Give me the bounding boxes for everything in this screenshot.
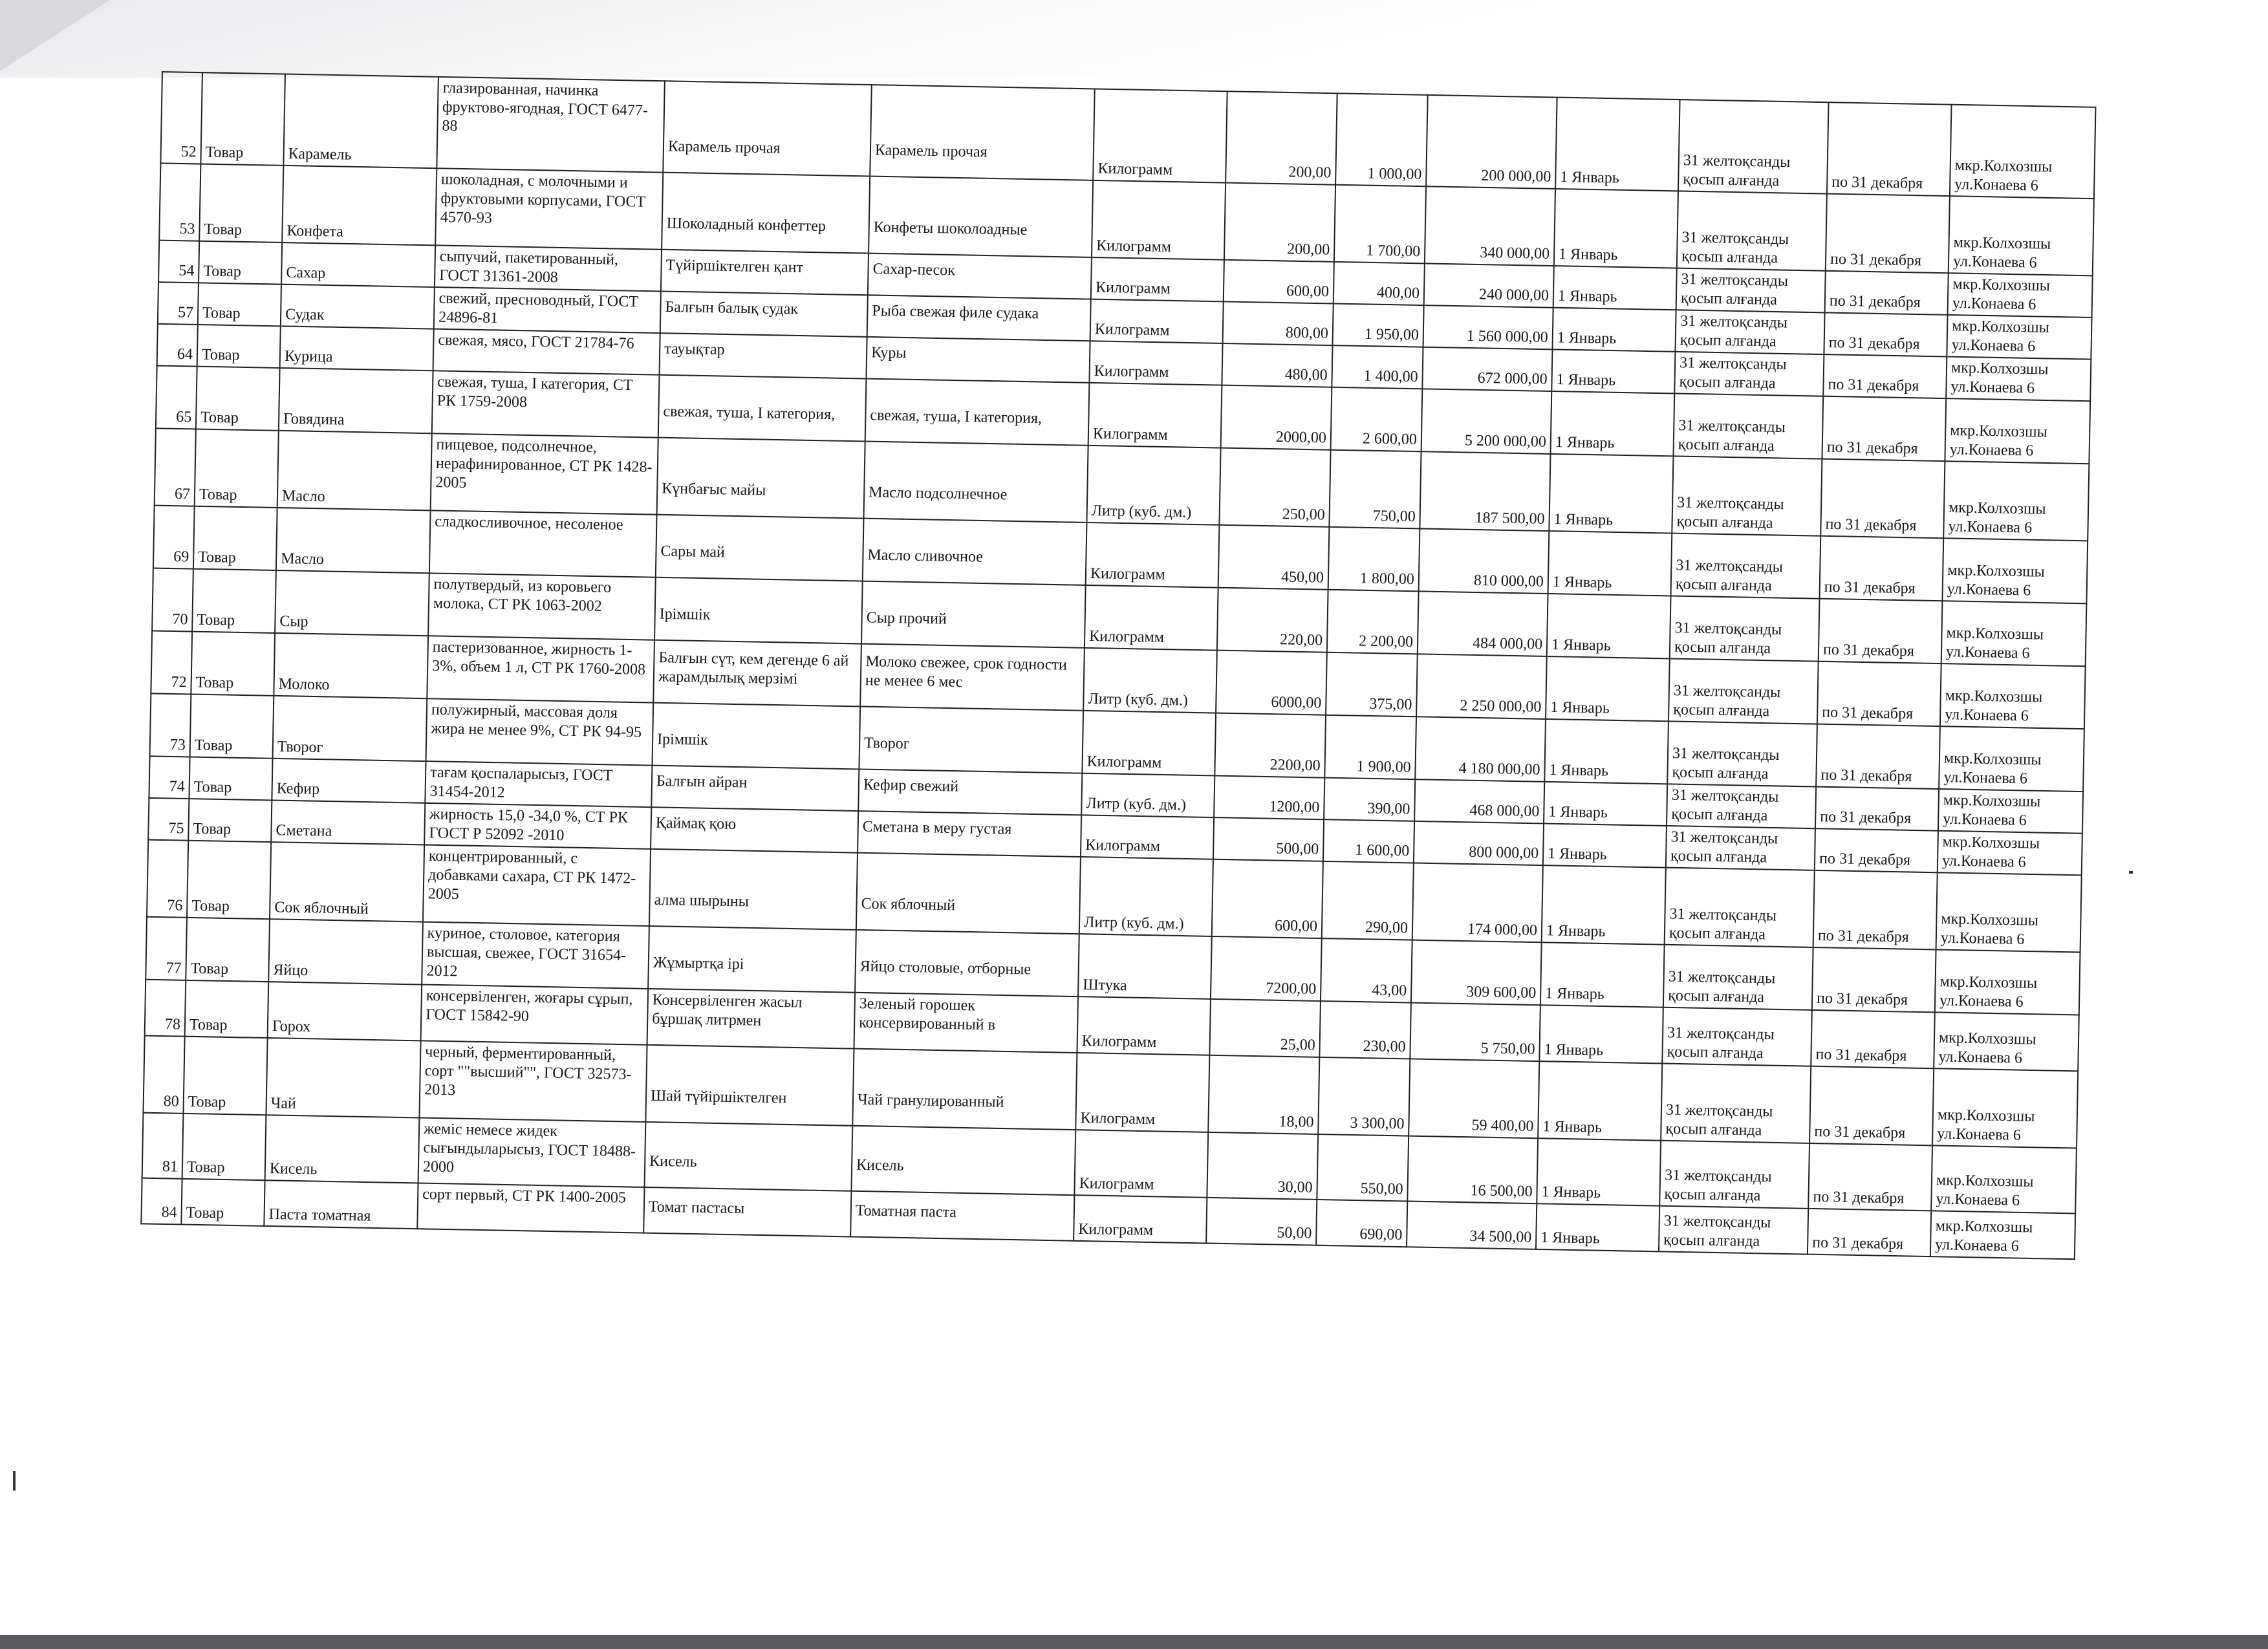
- cell-name: Сметана: [271, 800, 425, 845]
- cell-spec: жирность 15,0 -34,0 %, СТ РК ГОСТ Р 52092 -2010: [424, 803, 651, 849]
- cell-address: мкр.Колхозшы ул.Конаева 6: [1940, 663, 2086, 729]
- cell-term-kz: 31 желтоқсанды қосып алғанда: [1665, 868, 1815, 947]
- cell-name: Чай: [266, 1038, 420, 1118]
- cell-month: 1 Январь: [1555, 98, 1680, 191]
- cell-name: Судак: [281, 285, 435, 329]
- cell-qty: 18,00: [1208, 1055, 1319, 1134]
- cell-type: Товар: [182, 1114, 266, 1180]
- cell-price: 2 200,00: [1327, 590, 1419, 654]
- cell-type: Товар: [190, 695, 274, 759]
- cell-type: Товар: [187, 841, 271, 920]
- cell-type: Товар: [188, 799, 272, 842]
- cell-term-ru: по 31 декабря: [1819, 536, 1943, 601]
- cell-name: Масло: [276, 508, 431, 573]
- cell-no: 75: [148, 798, 189, 841]
- cell-term-kz: 31 желтоқсанды қосып алғанда: [1669, 658, 1819, 724]
- cell-type: Товар: [193, 506, 277, 570]
- cell-address: мкр.Колхозшы ул.Конаева 6: [1946, 357, 2091, 402]
- cell-month: 1 Январь: [1536, 1203, 1659, 1251]
- cell-sum: 174 000,00: [1412, 863, 1543, 942]
- cell-no: 84: [141, 1178, 182, 1225]
- cell-name-ru: Сметана в меру густая: [858, 811, 1081, 857]
- cell-term-ru: по 31 декабря: [1815, 828, 1938, 872]
- cell-no: 69: [153, 506, 195, 569]
- cell-term-ru: по 31 декабря: [1824, 312, 1947, 356]
- scan-edge-mark: [13, 1471, 16, 1491]
- cell-unit: Штука: [1078, 934, 1212, 999]
- cell-qty: 6000,00: [1216, 651, 1327, 715]
- cell-unit: Литр (куб. дм.): [1083, 648, 1217, 713]
- cell-term-ru: по 31 декабря: [1820, 459, 1945, 539]
- cell-price: 1 400,00: [1332, 345, 1423, 389]
- cell-name-kz: Карамель прочая: [663, 81, 872, 176]
- cell-term-kz: 31 желтоқсанды қосып алғанда: [1667, 721, 1817, 786]
- cell-qty: 600,00: [1212, 859, 1323, 938]
- cell-unit: Килограмм: [1091, 257, 1224, 301]
- cell-name-ru: Кефир свежий: [858, 769, 1082, 815]
- cell-month: 1 Январь: [1538, 1061, 1662, 1141]
- scan-shadow: [0, 0, 2268, 78]
- cell-name: Сок яблочный: [270, 842, 424, 922]
- cell-spec: свежая, мясо, ГОСТ 21784-76: [433, 329, 660, 375]
- cell-name-ru: Сок яблочный: [856, 853, 1081, 934]
- cell-qty: 2200,00: [1215, 713, 1326, 778]
- cell-sum: 810 000,00: [1419, 528, 1550, 594]
- cell-type: Товар: [181, 1179, 265, 1226]
- cell-name-kz: Балғын сүт, кем дегенде 6 ай жарамдылық мерзімі: [653, 640, 861, 707]
- cell-term-ru: по 31 декабря: [1823, 354, 1947, 398]
- cell-spec: куриное, столовое, категория высшая, свежее, ГОСТ 31654-2012: [422, 922, 649, 989]
- cell-price: 390,00: [1324, 778, 1415, 821]
- procurement-table-sheet: [140, 71, 2095, 1260]
- cell-no: 74: [149, 756, 189, 799]
- cell-name: Конфета: [282, 166, 437, 246]
- cell-type: Товар: [183, 1037, 267, 1116]
- cell-no: 65: [156, 365, 197, 429]
- cell-term-kz: 31 желтоқсанды қосып алғанда: [1678, 100, 1829, 194]
- cell-price: 1 700,00: [1334, 185, 1426, 264]
- cell-qty: 25,00: [1209, 999, 1321, 1057]
- cell-spec: жеміс немесе жидек сығындыларысыз, ГОСТ 18488-2000: [418, 1118, 646, 1187]
- cell-name: Сыр: [275, 570, 429, 636]
- scan-speck: [2129, 871, 2133, 874]
- cell-term-ru: по 31 декабря: [1813, 870, 1938, 950]
- cell-address: мкр.Колхозшы ул.Конаева 6: [1941, 601, 2087, 666]
- cell-address: мкр.Колхозшы ул.Конаева 6: [1930, 1211, 2075, 1259]
- cell-name: Паста томатная: [264, 1180, 418, 1229]
- cell-spec: сорт первый, СТ РК 1400-2005: [417, 1183, 644, 1233]
- cell-sum: 2 250 000,00: [1416, 654, 1547, 719]
- cell-spec: пищевое, подсолнечное, нерафинированное, СТ РК 1428-2005: [431, 433, 658, 515]
- cell-term-ru: по 31 декабря: [1819, 599, 1943, 663]
- cell-spec: свежий, пресноводный, ГОСТ 24896-81: [434, 287, 661, 333]
- cell-name: Говядина: [279, 368, 433, 433]
- cell-price: 230,00: [1319, 1001, 1411, 1059]
- cell-type: Товар: [197, 325, 281, 368]
- cell-qty: 480,00: [1222, 343, 1332, 387]
- cell-price: 690,00: [1316, 1200, 1407, 1247]
- cell-month: 1 Январь: [1552, 308, 1676, 352]
- cell-term-ru: по 31 декабря: [1815, 787, 1939, 831]
- cell-type: Товар: [186, 918, 270, 982]
- cell-name-ru: Зеленый горошек консервированный в: [854, 993, 1078, 1053]
- cell-name-ru: Масло сливочное: [863, 519, 1087, 585]
- cell-term-kz: 31 желтоқсанды қосып алғанда: [1677, 191, 1827, 270]
- cell-sum: 340 000,00: [1425, 186, 1555, 266]
- cell-term-kz: 31 желтоқсанды қосып алғанда: [1672, 456, 1822, 535]
- cell-no: 67: [155, 428, 196, 506]
- cell-term-kz: 31 желтоқсанды қосып алғанда: [1674, 352, 1824, 396]
- cell-spec: концентрированный, с добавками сахара, СТ РК 1472-2005: [423, 845, 651, 926]
- cell-term-kz: 31 желтоқсанды қосып алғанда: [1671, 534, 1821, 599]
- cell-month: 1 Январь: [1544, 782, 1667, 826]
- cell-price: 750,00: [1329, 450, 1421, 529]
- cell-price: 375,00: [1326, 652, 1418, 717]
- cell-unit: Килограмм: [1085, 585, 1218, 651]
- cell-no: 80: [143, 1036, 184, 1114]
- cell-term-ru: по 31 декабря: [1817, 662, 1941, 726]
- cell-address: мкр.Колхозшы ул.Конаева 6: [1949, 196, 2094, 275]
- cell-name-kz: алма шырыны: [649, 849, 858, 930]
- cell-month: 1 Январь: [1547, 594, 1671, 658]
- cell-term-kz: 31 желтоқсанды қосып алғанда: [1661, 1064, 1811, 1143]
- cell-name-ru: Масло подсолнечное: [864, 441, 1088, 522]
- cell-unit: Килограмм: [1086, 523, 1220, 588]
- cell-no: 54: [158, 241, 199, 283]
- cell-spec: консервіленген, жоғары сұрып, ГОСТ 15842-90: [421, 985, 649, 1045]
- cell-address: мкр.Колхозшы ул.Конаева 6: [1943, 461, 2089, 541]
- cell-qty: 2000,00: [1221, 385, 1332, 450]
- cell-name-ru: Молоко свежее, срок годности не менее 6 мес: [860, 644, 1085, 711]
- cell-spec: черный, ферментированный, сорт ""высший"", ГОСТ 32573-2013: [419, 1040, 647, 1122]
- cell-term-kz: 31 желтоқсанды қосып алғанда: [1670, 596, 1820, 662]
- cell-unit: Килограмм: [1074, 1130, 1208, 1198]
- cell-name-ru: Конфеты шоколоадные: [869, 177, 1093, 257]
- cell-month: 1 Январь: [1543, 823, 1667, 867]
- cell-name-kz: тауықтар: [660, 333, 867, 378]
- cell-name-kz: Күнбағыс майы: [657, 438, 865, 519]
- cell-name-kz: Шоколадный конфеттер: [662, 173, 870, 253]
- cell-month: 1 Январь: [1554, 189, 1678, 268]
- cell-month: 1 Январь: [1542, 865, 1666, 945]
- cell-address: мкр.Колхозшы ул.Конаева 6: [1939, 726, 2084, 792]
- cell-price: 400,00: [1334, 262, 1425, 305]
- cell-unit: Литр (куб. дм.): [1086, 446, 1220, 525]
- cell-address: мкр.Колхозшы ул.Конаева 6: [1947, 315, 2091, 360]
- cell-qty: 200,00: [1226, 91, 1337, 184]
- cell-price: 2 600,00: [1331, 387, 1423, 452]
- cell-spec: сыпучий, пакетированный, ГОСТ 31361-2008: [435, 245, 662, 291]
- cell-price: 290,00: [1322, 861, 1414, 940]
- cell-term-kz: 31 желтоқсанды қосып алғанда: [1659, 1141, 1809, 1209]
- cell-month: 1 Январь: [1540, 942, 1665, 1007]
- cell-name: Карамель: [283, 74, 438, 169]
- cell-price: 1 600,00: [1323, 819, 1414, 863]
- cell-unit: Килограмм: [1081, 815, 1214, 859]
- cell-term-ru: по 31 декабря: [1808, 1209, 1931, 1256]
- cell-name-kz: Балғын балық судак: [660, 291, 868, 336]
- cell-unit: Килограмм: [1074, 1195, 1207, 1243]
- cell-unit: Литр (куб. дм.): [1079, 857, 1213, 936]
- cell-unit: Килограмм: [1090, 299, 1224, 343]
- cell-spec: полутвердый, из коровьего молока, СТ РК 1063-2002: [428, 573, 656, 640]
- cell-no: 53: [159, 163, 200, 241]
- cell-term-ru: по 31 декабря: [1812, 947, 1936, 1012]
- cell-type: Товар: [199, 164, 283, 243]
- cell-type: Товар: [191, 632, 275, 696]
- cell-term-kz: 31 желтоқсанды қосып алғанда: [1662, 1008, 1812, 1066]
- cell-price: 43,00: [1321, 938, 1412, 1003]
- cell-address: мкр.Колхозшы ул.Конаева 6: [1938, 789, 2083, 834]
- cell-sum: 34 500,00: [1407, 1202, 1537, 1249]
- cell-sum: 468 000,00: [1414, 779, 1544, 823]
- cell-address: мкр.Колхозшы ул.Конаева 6: [1942, 538, 2088, 603]
- cell-term-ru: по 31 декабря: [1826, 194, 1950, 274]
- cell-month: 1 Январь: [1553, 266, 1677, 310]
- cell-sum: 187 500,00: [1420, 451, 1550, 531]
- cell-name: Сахар: [281, 242, 435, 287]
- cell-spec: глазированная, начинка фруктово-ягодная, ГОСТ 6477-88: [437, 77, 665, 173]
- cell-name: Масло: [277, 431, 432, 511]
- cell-term-ru: по 31 декабря: [1808, 1143, 1932, 1211]
- cell-qty: 450,00: [1218, 525, 1330, 590]
- cell-spec: пастеризованное, жирность 1-3%, объем 1 л, СТ РК 1760-2008: [427, 636, 654, 702]
- cell-name-ru: Сыр прочий: [861, 581, 1086, 648]
- cell-price: 550,00: [1317, 1134, 1409, 1202]
- cell-no: 73: [150, 693, 191, 757]
- cell-term-kz: 31 желтоқсанды қосып алғанда: [1659, 1206, 1808, 1255]
- cell-no: 76: [147, 840, 188, 918]
- cell-term-kz: 31 желтоқсанды қосып алғанда: [1663, 945, 1813, 1010]
- cell-name-kz: Шай түйіршіктелген: [645, 1045, 854, 1126]
- cell-qty: 200,00: [1224, 183, 1335, 262]
- cell-unit: Килограмм: [1075, 1053, 1209, 1132]
- cell-name-kz: Ірімшік: [652, 703, 860, 770]
- cell-type: Товар: [195, 429, 279, 508]
- cell-no: 77: [146, 917, 187, 980]
- cell-term-ru: по 31 декабря: [1811, 1010, 1935, 1068]
- cell-price: 1 000,00: [1335, 93, 1428, 186]
- cell-unit: Килограмм: [1077, 997, 1211, 1055]
- cell-sum: 5 200 000,00: [1421, 389, 1552, 454]
- cell-address: мкр.Колхозшы ул.Конаева 6: [1950, 105, 2096, 199]
- cell-name: Кисель: [265, 1115, 420, 1183]
- cell-name-ru: Сахар-песок: [868, 253, 1092, 299]
- cell-name-ru: Куры: [866, 337, 1090, 383]
- cell-address: мкр.Колхозшы ул.Конаева 6: [1938, 831, 2082, 876]
- cell-name: Курица: [280, 326, 434, 371]
- cell-name-ru: Карамель прочая: [870, 85, 1095, 180]
- cell-unit: Килограмм: [1082, 711, 1216, 776]
- cell-price: 1 950,00: [1333, 303, 1424, 347]
- cell-type: Товар: [189, 757, 272, 800]
- cell-term-kz: 31 желтоқсанды қосып алғанда: [1667, 784, 1816, 828]
- cell-name-kz: Ірімшік: [654, 577, 863, 644]
- cell-no: 72: [151, 630, 192, 694]
- cell-name: Молоко: [274, 633, 428, 698]
- cell-type: Товар: [185, 980, 269, 1038]
- cell-address: мкр.Колхозшы ул.Конаева 6: [1948, 273, 2093, 318]
- cell-qty: 1200,00: [1214, 776, 1324, 820]
- cell-name-kz: Қаймақ қою: [651, 807, 858, 852]
- cell-type: Товар: [192, 569, 276, 633]
- cell-name: Горох: [268, 982, 422, 1040]
- scanner-bottom-band: [0, 1635, 2268, 1649]
- cell-address: мкр.Колхозшы ул.Конаева 6: [1931, 1145, 2077, 1213]
- cell-spec: полужирный, массовая доля жира не менее 9%, СТ РК 94-95: [426, 698, 654, 765]
- cell-price: 3 300,00: [1318, 1057, 1410, 1136]
- cell-month: 1 Январь: [1537, 1138, 1661, 1205]
- cell-month: 1 Январь: [1549, 454, 1673, 534]
- cell-sum: 5 750,00: [1410, 1003, 1540, 1062]
- cell-sum: 200 000,00: [1426, 95, 1557, 189]
- cell-qty: 7200,00: [1211, 936, 1322, 1001]
- cell-no: 70: [152, 568, 193, 631]
- cell-term-kz: 31 желтоқсанды қосып алғанда: [1675, 310, 1824, 354]
- cell-spec: свежая, туша, I категория, СТ РК 1759-2008: [432, 371, 660, 437]
- cell-month: 1 Январь: [1539, 1005, 1663, 1063]
- cell-spec: тағам қоспаларысыз, ГОСТ 31454-2012: [425, 761, 652, 807]
- cell-no: 81: [142, 1113, 184, 1179]
- cell-no: 78: [145, 980, 186, 1037]
- cell-spec: сладкосливочное, несоленое: [429, 510, 657, 577]
- cell-term-ru: по 31 декабря: [1816, 724, 1940, 789]
- cell-no: 57: [158, 282, 199, 325]
- cell-term-kz: 31 желтоқсанды қосып алғанда: [1673, 393, 1823, 458]
- cell-name-ru: свежая, туша, I категория,: [865, 379, 1090, 446]
- cell-qty: 30,00: [1207, 1132, 1318, 1200]
- cell-name-kz: Сары май: [656, 515, 864, 581]
- cell-sum: 59 400,00: [1409, 1059, 1539, 1138]
- cell-month: 1 Январь: [1544, 719, 1669, 784]
- cell-type: Товар: [199, 241, 282, 285]
- cell-unit: Килограмм: [1088, 383, 1222, 448]
- cell-address: мкр.Колхозшы ул.Конаева 6: [1932, 1068, 2078, 1148]
- cell-name-kz: Түйіршіктелген қант: [661, 250, 869, 295]
- cell-name-ru: Чай гранулированный: [852, 1049, 1077, 1130]
- cell-name-ru: Рыба свежая филе судака: [867, 295, 1091, 341]
- cell-name-ru: Кисель: [851, 1126, 1075, 1195]
- cell-month: 1 Январь: [1548, 531, 1672, 596]
- cell-sum: 4 180 000,00: [1415, 717, 1546, 782]
- cell-qty: 250,00: [1219, 448, 1330, 527]
- cell-name-ru: Яйцо столовые, отборные: [855, 930, 1079, 997]
- cell-month: 1 Январь: [1551, 391, 1675, 456]
- cell-qty: 800,00: [1223, 301, 1334, 345]
- cell-name: Творог: [273, 696, 427, 761]
- cell-address: мкр.Колхозшы ул.Конаева 6: [1945, 398, 2090, 464]
- cell-term-ru: по 31 декабря: [1827, 102, 1952, 196]
- table-body: [141, 72, 2095, 1259]
- cell-qty: 50,00: [1206, 1198, 1317, 1245]
- cell-price: 1 900,00: [1324, 715, 1416, 780]
- cell-month: 1 Январь: [1551, 349, 1675, 393]
- cell-spec: шоколадная, с молочными и фруктовыми корпусами, ГОСТ 4570-93: [435, 168, 663, 250]
- cell-name: Яйцо: [268, 919, 423, 984]
- cell-unit: Литр (куб. дм.): [1081, 773, 1215, 817]
- cell-term-ru: по 31 декабря: [1822, 396, 1946, 461]
- cell-name-kz: Томат пастасы: [643, 1187, 851, 1237]
- cell-sum: 309 600,00: [1411, 940, 1542, 1006]
- cell-sum: 16 500,00: [1407, 1136, 1538, 1204]
- cell-no: 64: [157, 324, 198, 367]
- cell-sum: 484 000,00: [1418, 591, 1548, 656]
- cell-term-kz: 31 желтоқсанды қосып алғанда: [1666, 826, 1815, 870]
- cell-sum: 1 560 000,00: [1423, 305, 1553, 349]
- cell-name-kz: свежая, туша, I категория,: [658, 375, 867, 442]
- cell-name-kz: Балғын айран: [651, 766, 859, 811]
- cell-type: Товар: [196, 367, 280, 431]
- cell-name-kz: Жұмыртқа ірі: [648, 926, 856, 993]
- cell-qty: 600,00: [1224, 260, 1334, 304]
- cell-qty: 220,00: [1217, 588, 1328, 652]
- cell-address: мкр.Колхозшы ул.Конаева 6: [1935, 949, 2080, 1015]
- cell-type: Товар: [200, 72, 285, 166]
- cell-name: Кефир: [272, 759, 426, 803]
- cell-term-kz: 31 желтоқсанды қосып алғанда: [1676, 268, 1826, 313]
- cell-unit: Килограмм: [1092, 180, 1226, 260]
- cell-unit: Килограмм: [1093, 89, 1227, 182]
- cell-name-ru: Томатная паста: [850, 1191, 1074, 1241]
- folded-corner: [0, 0, 110, 71]
- cell-address: мкр.Колхозшы ул.Конаева 6: [1936, 872, 2082, 952]
- cell-term-ru: по 31 декабря: [1825, 271, 1949, 315]
- cell-qty: 500,00: [1213, 817, 1324, 861]
- cell-address: мкр.Колхозшы ул.Конаева 6: [1934, 1012, 2079, 1071]
- cell-sum: 672 000,00: [1422, 347, 1552, 391]
- cell-name-kz: Консервіленген жасыл бұршақ литрмен: [647, 989, 856, 1049]
- cell-term-ru: по 31 декабря: [1809, 1066, 1934, 1146]
- procurement-table: [140, 71, 2096, 1260]
- cell-price: 1 800,00: [1328, 527, 1420, 592]
- cell-month: 1 Январь: [1546, 656, 1670, 721]
- cell-sum: 240 000,00: [1424, 263, 1554, 307]
- cell-no: 52: [160, 72, 202, 164]
- cell-name-kz: Кисель: [644, 1122, 852, 1191]
- cell-type: Товар: [198, 283, 281, 326]
- cell-unit: Килограмм: [1089, 341, 1222, 385]
- cell-name-ru: Творог: [859, 706, 1083, 773]
- cell-sum: 800 000,00: [1414, 821, 1544, 865]
